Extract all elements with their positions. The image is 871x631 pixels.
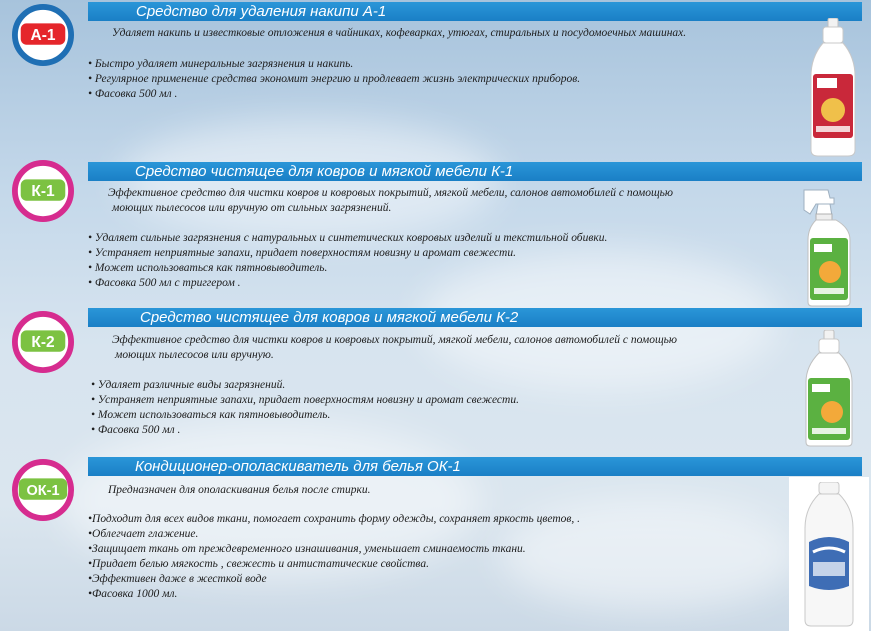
- section-intro-line: Предназначен для ополаскивания белья после стирки.: [108, 484, 371, 496]
- feature-bullet: • Удаляет различные виды загрязнений.: [91, 379, 286, 391]
- section-title: Средство чистящее для ковров и мягкой мебели К-1: [135, 163, 514, 180]
- feature-bullet: •Придает белью мягкость , свежесть и антистатические свойства.: [88, 558, 429, 570]
- badge-ok1-icon: [12, 459, 74, 521]
- product-section-k2: [0, 305, 871, 455]
- feature-bullet: •Фасовка 1000 мл.: [88, 588, 178, 600]
- section-title-bar: [88, 308, 862, 327]
- feature-bullet: •Защищает ткань от преждевременного изнашивания, уменьшает сминаемость ткани.: [88, 543, 526, 555]
- feature-bullet: • Регулярное применение средства экономит энергию и продлевает жизнь электрических приборов.: [88, 73, 581, 85]
- section-intro-line: моющих пылесосов или вручную.: [115, 349, 274, 361]
- feature-bullet: • Фасовка 500 мл .: [91, 424, 181, 436]
- feature-bullet: • Фасовка 500 мл с триггером .: [88, 277, 241, 289]
- badge-code: К-1: [31, 182, 55, 200]
- cleaner-bottle-icon: [800, 330, 858, 448]
- badge-k1-icon: [12, 160, 74, 222]
- product-section-ok1: [0, 455, 871, 631]
- badge-a1-icon: [12, 4, 74, 66]
- feature-bullet: • Может использоваться как пятновыводитель.: [91, 409, 331, 421]
- section-intro-line: Удаляет накипь и известковые отложения в чайниках, кофеварках, утюгах, стиральных и посудомоечных машинах.: [112, 27, 687, 39]
- badge-code: А-1: [30, 26, 56, 44]
- trigger-spray-bottle-icon: [796, 184, 858, 308]
- feature-bullet: •Эффективен даже в жесткой воде: [88, 573, 267, 585]
- section-intro-line: моющих пылесосов или вручную от сильных загрязнений.: [112, 202, 392, 214]
- softener-bottle-icon: [799, 482, 859, 628]
- section-title: Кондиционер-ополаскиватель для белья ОК-1: [135, 458, 461, 475]
- feature-bullet: •Облегчает глажение.: [88, 528, 199, 540]
- section-title-bar: [88, 162, 862, 181]
- section-title-bar: [88, 2, 862, 21]
- feature-bullet: • Устраняет неприятные запахи, придает поверхностям новизну и аромат свежести.: [88, 247, 516, 259]
- section-intro-line: Эффективное средство для чистки ковров и ковровых покрытий, мягкой мебели, салонов автомобилей с помощью: [112, 334, 678, 346]
- section-intro-line: Эффективное средство для чистки ковров и ковровых покрытий, мягкой мебели, салонов автомобилей с помощью: [108, 187, 674, 199]
- feature-bullet: • Фасовка 500 мл .: [88, 88, 178, 100]
- feature-bullet: • Удаляет сильные загрязнения с натуральных и синтетических ковровых изделий и текстильной обивки.: [88, 232, 608, 244]
- product-section-a1: [0, 0, 871, 160]
- product-section-k1: [0, 160, 871, 305]
- feature-bullet: • Может использоваться как пятновыводитель.: [88, 262, 328, 274]
- feature-bullet: •Подходит для всех видов ткани, помогает сохранить форму одежды, сохраняет яркость цветов, .: [88, 513, 581, 525]
- section-title: Средство для удаления накипи А-1: [136, 3, 387, 20]
- feature-bullet: • Устраняет неприятные запахи, придает поверхностям новизну и аромат свежести.: [91, 394, 519, 406]
- section-title: Средство чистящее для ковров и мягкой мебели К-2: [140, 309, 519, 326]
- badge-code: ОК-1: [26, 482, 60, 499]
- badge-code: К-2: [31, 333, 55, 351]
- squeeze-bottle-icon: [806, 18, 860, 158]
- badge-k2-icon: [12, 311, 74, 373]
- feature-bullet: • Быстро удаляет минеральные загрязнения и накипь.: [88, 58, 354, 70]
- section-title-bar: [88, 457, 862, 476]
